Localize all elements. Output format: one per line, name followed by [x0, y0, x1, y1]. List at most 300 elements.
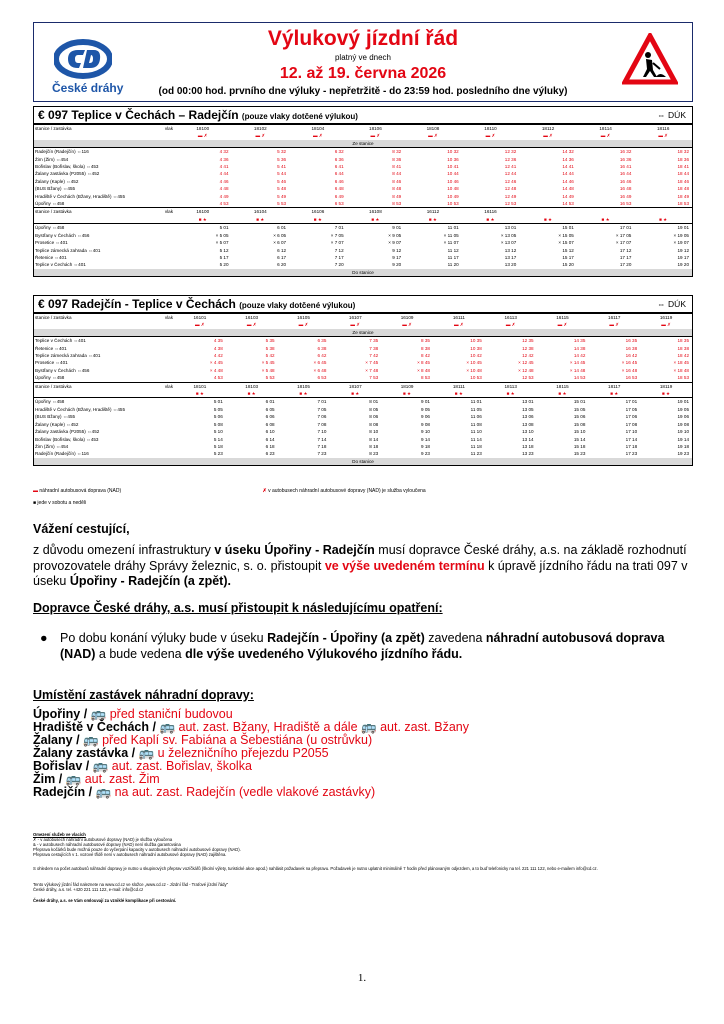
departure-time: 6 44 — [334, 171, 344, 177]
departure-time: 6 42 — [317, 353, 327, 359]
departure-time: 7 14 — [317, 436, 327, 442]
service-icons: ▬ ✗ — [543, 133, 553, 139]
departure-time: 16 41 — [619, 164, 632, 170]
train-number: 16100 — [174, 208, 232, 216]
departure-time: 19 12 — [677, 247, 689, 253]
validity-note: (od 00:00 hod. prvního dne výluky - nepřetržitě - do 23:59 hod. posledního dne výluky) — [158, 86, 568, 97]
departure-time: 12 53 — [522, 375, 534, 381]
departure-time: × 16 45 — [621, 360, 638, 366]
departure-time: 7 35 — [329, 337, 381, 345]
departure-time: 6 49 — [334, 193, 344, 199]
train-number: 16113 — [485, 314, 537, 322]
departure-time: 17 20 — [619, 262, 632, 268]
timetable-title: 097 Radejčín - Teplice v Čechách — [48, 297, 236, 311]
departure-time: 6 18 — [265, 443, 275, 449]
legend-weekend: ■ jede v sobotu a neděli — [33, 500, 87, 506]
train-number: 18114 — [577, 125, 635, 133]
departure-time: 16 44 — [619, 171, 632, 177]
departure-time: 11 08 — [470, 421, 482, 427]
station-name: Žim (Žim) ⇔454 — [35, 443, 69, 449]
page-title: Výlukový jízdní řád — [267, 27, 459, 50]
station-name: Žalany (Kaple) ⇔452 — [35, 178, 79, 184]
station-name: Bořislav (Bořislav, škola) ⇔453 — [35, 164, 99, 170]
departure-time: × 5 48 — [261, 367, 275, 373]
train-number-row — [34, 208, 692, 216]
departure-time: 19 14 — [677, 436, 689, 442]
departure-time: 13 12 — [504, 247, 517, 253]
table-row — [34, 254, 692, 261]
departure-time: 14 44 — [562, 171, 574, 177]
departure-time: 8 08 — [369, 421, 379, 427]
departure-time: 17 06 — [625, 414, 638, 420]
departure-time: 14 48 — [562, 186, 574, 192]
departure-time: 18 32 — [634, 148, 692, 156]
departure-time: 13 08 — [522, 421, 534, 427]
train-number: 16109 — [381, 314, 433, 322]
departure-time: 19 01 — [640, 398, 692, 406]
service-icons: ▬ ✗ — [197, 133, 208, 139]
departure-time: 19 17 — [677, 254, 689, 260]
departure-time: 9 06 — [421, 414, 430, 420]
service-icons: ■ ★ — [198, 216, 207, 222]
departure-time: 12 46 — [504, 178, 517, 184]
departure-time: 12 36 — [504, 156, 517, 162]
departure-time: 18 44 — [677, 171, 689, 177]
validity-dates: 12. až 19. června 2026 — [279, 65, 447, 82]
weekend-icon: ■ — [33, 500, 37, 506]
departure-time: 17 12 — [619, 247, 632, 253]
table-row — [34, 200, 692, 208]
train-number: 18111 — [433, 382, 485, 390]
departure-time: 13 23 — [522, 451, 534, 457]
departure-time: 19 23 — [677, 451, 689, 457]
departure-time: 11 10 — [470, 429, 482, 435]
service-icons-row — [34, 216, 692, 224]
roadwork-warning-icon — [622, 33, 678, 85]
departure-time: 11 17 — [447, 254, 459, 260]
departure-time: 18 36 — [677, 156, 689, 162]
station-name: Teplice zámecká zahrada ⇔401 — [35, 247, 101, 253]
departure-time: 6 38 — [317, 345, 327, 351]
stops-title: Umístění zastávek náhradní dopravy: — [33, 688, 254, 702]
train-number: 16115 — [537, 314, 589, 322]
departure-time: 14 32 — [519, 148, 577, 156]
departure-time: 9 01 — [381, 398, 433, 406]
departure-time: 6 20 — [277, 262, 287, 268]
departure-time: 5 17 — [219, 254, 229, 260]
departure-time: 15 01 — [519, 224, 577, 232]
service-icons: ■ ★ — [403, 391, 412, 397]
departure-time: 8 38 — [421, 345, 430, 351]
departure-time: 18 53 — [677, 201, 689, 207]
service-icons: ■ ★ — [371, 216, 380, 222]
departure-time: 10 44 — [447, 171, 459, 177]
departure-time: 4 36 — [219, 156, 229, 162]
departure-time: 19 10 — [677, 429, 689, 435]
departure-time: 18 46 — [677, 178, 689, 184]
service-icons: ▬ ✗ — [557, 322, 568, 328]
row-label — [34, 216, 174, 224]
departure-time: 6 32 — [289, 148, 347, 156]
station-name: (BUS Bžany) ⇔455 — [35, 186, 76, 192]
train-number: 18110 — [462, 125, 520, 133]
bus-icon: 🚌 — [65, 772, 85, 786]
departure-time: 8 42 — [421, 353, 430, 359]
departure-time: 7 01 — [278, 398, 330, 406]
measure-bullet: ● Po dobu konání výluky bude v úseku Radejčín - Úpořiny (a zpět) zavedena náhradní autobusová doprava (NAD) a bude vedena dle výše uvedeného Výlukového jízdního řádu. — [40, 631, 665, 661]
timetable-grid — [34, 313, 692, 465]
departure-time: × 16 48 — [621, 367, 638, 373]
departure-time: 4 42 — [213, 353, 223, 359]
departure-time: 11 12 — [447, 247, 459, 253]
departure-time: 13 20 — [504, 262, 517, 268]
departure-time: 6 48 — [334, 186, 344, 192]
station-column-label: stanice / zastávka — [35, 126, 72, 131]
bus-icon: 🚌 — [95, 785, 115, 799]
train-number: 16101 — [174, 314, 226, 322]
departure-time: 6 41 — [334, 164, 344, 170]
measure-title: Dopravce České dráhy, a.s. musí přistoupit k následujícímu opatření: — [33, 601, 443, 615]
service-icons: ▬ ✗ — [195, 322, 205, 328]
bus-icon: 🚌 — [83, 733, 103, 747]
station-name: Žalany (Kaple) ⇔452 — [35, 421, 79, 427]
departure-time: 19 08 — [677, 421, 689, 427]
departure-time: 18 53 — [677, 375, 689, 381]
departure-time: 17 01 — [577, 224, 635, 232]
departure-time: 13 05 — [522, 406, 534, 412]
service-icons: ▬ ✗ — [246, 322, 257, 328]
departure-time: 8 10 — [369, 429, 379, 435]
departure-time: × 9 05 — [388, 232, 402, 238]
train-number: 18119 — [640, 382, 692, 390]
station-name: Úpořiny ⇔458 — [34, 398, 174, 406]
from-station-label: Ze stanice — [34, 140, 692, 148]
service-icons: ■ ★ — [195, 391, 204, 397]
bus-icon: 🚌 — [90, 707, 110, 721]
departure-time: 17 14 — [625, 436, 638, 442]
table-row — [34, 193, 692, 200]
train-number — [634, 208, 692, 216]
service-icons: ■ ★ — [610, 391, 619, 397]
duk-icon: ⇔ — [657, 299, 666, 309]
departure-time: 10 41 — [447, 164, 459, 170]
service-icons: ■ ★ — [256, 216, 265, 222]
to-station-label: Do stanice — [34, 458, 692, 465]
table-row — [34, 436, 692, 443]
departure-time: 4 53 — [213, 375, 223, 381]
station-name: Teplice v Čechách ⇔401 — [35, 262, 86, 268]
departure-time: 7 53 — [369, 375, 379, 381]
departure-time: 6 36 — [334, 156, 344, 162]
station-name: (BUS Bžany) ⇔455 — [35, 414, 76, 420]
departure-time: 7 23 — [317, 451, 327, 457]
column-header — [34, 382, 174, 390]
departure-time: × 7 07 — [330, 240, 344, 246]
timetable-title-note: (pouze vlaky dotčené výlukou) — [241, 112, 358, 121]
fine-print-apology: České dráhy, a.s. se Vám omlouvají za vzniklé komplikace při cestování. — [33, 898, 177, 903]
table-row — [34, 178, 692, 185]
column-header — [34, 125, 174, 133]
train-number: 18100 — [174, 125, 232, 133]
departure-time: 15 18 — [573, 443, 586, 449]
departure-time: 14 46 — [562, 178, 574, 184]
table-row — [34, 406, 692, 413]
departure-time: 7 20 — [334, 262, 344, 268]
service-icons: ■ ★ — [558, 391, 567, 397]
train-number-row — [34, 382, 692, 390]
departure-time: 8 35 — [381, 337, 433, 345]
bus-icon: 🚌 — [92, 759, 112, 773]
row-label — [34, 321, 174, 328]
departure-time: × 17 07 — [615, 240, 632, 246]
no-bike-icon: ✗ — [262, 488, 267, 494]
train-number: 18102 — [232, 125, 290, 133]
departure-time: × 13 05 — [500, 232, 517, 238]
departure-time: 13 17 — [504, 254, 517, 260]
service-icons: ▬ ✗ — [661, 322, 671, 328]
page-header — [33, 22, 693, 102]
from-station-label: Ze stanice — [34, 329, 692, 337]
service-icons: ■ ★ — [601, 216, 610, 222]
departure-time: 9 12 — [392, 247, 402, 253]
timetable-title-note: (pouze vlaky dotčené výlukou) — [239, 301, 356, 310]
service-icons: ▬ ✗ — [600, 133, 611, 139]
departure-time: 13 14 — [522, 436, 534, 442]
departure-time: 13 01 — [485, 398, 537, 406]
departure-time: 17 08 — [625, 421, 638, 427]
bus-icon: 🚌 — [361, 720, 381, 734]
departure-time: 4 44 — [219, 171, 229, 177]
service-icons: ▬ ✗ — [370, 133, 381, 139]
stop-item: Radejčín / 🚌 na aut. zast. Radejčín (vedle vlakové zastávky) — [33, 785, 376, 799]
departure-time: 12 48 — [504, 186, 517, 192]
service-icons: ■ ★ — [428, 216, 438, 222]
departure-time: 12 49 — [504, 193, 517, 199]
train-number: 16108 — [347, 208, 405, 216]
departure-time: × 19 07 — [673, 240, 689, 246]
station-name: Řetenice ⇔401 — [35, 254, 67, 260]
train-number-row — [34, 125, 692, 133]
departure-time: 11 14 — [470, 436, 482, 442]
departure-time: 6 23 — [265, 451, 275, 457]
departure-time: 16 46 — [619, 178, 632, 184]
station-name: Hradiště v Čechách (Bžany, Hradiště) ⇔455 — [35, 193, 126, 199]
greeting: Vážení cestující, — [33, 522, 130, 536]
departure-time: 5 36 — [277, 156, 287, 162]
departure-time: 8 46 — [392, 178, 402, 184]
departure-time: 15 20 — [562, 262, 574, 268]
train-number: 16112 — [404, 208, 462, 216]
train-number: 18116 — [634, 125, 692, 133]
row-label — [34, 132, 174, 139]
station-name: Teplice v Čechách ⇔401 — [34, 337, 174, 345]
train-number-row — [34, 314, 692, 322]
departure-time: 8 18 — [369, 443, 379, 449]
station-name: Radejčín (Radejčín) ⇔116 — [35, 451, 89, 457]
service-icons: ■ ★ — [351, 391, 360, 397]
departure-time: × 7 05 — [330, 232, 344, 238]
departure-time: 15 01 — [537, 398, 589, 406]
departure-time: 6 12 — [277, 247, 287, 253]
station-column-label: stanice / zastávka — [35, 209, 72, 215]
table-row — [34, 421, 692, 428]
service-icons: ■ ★ — [454, 391, 463, 397]
departure-time: 9 01 — [347, 224, 405, 232]
departure-time: 16 35 — [588, 337, 640, 345]
departure-time: 12 53 — [504, 201, 517, 207]
station-name: Úpořiny ⇔458 — [35, 375, 65, 381]
stop-item: Žalany / 🚌 před Kaplí sv. Fabiána a Šebestiána (u ostrůvku) — [33, 733, 373, 747]
train-column-label: vlak — [164, 383, 173, 389]
departure-time: 17 10 — [625, 429, 638, 435]
train-number: 18117 — [588, 382, 640, 390]
departure-time: 4 32 — [174, 148, 232, 156]
departure-time: 16 42 — [625, 353, 638, 359]
departure-time: × 6 48 — [313, 367, 327, 373]
departure-time: 6 35 — [278, 337, 330, 345]
departure-time: 8 53 — [421, 375, 430, 381]
departure-time: 5 01 — [174, 398, 226, 406]
departure-time: 6 01 — [232, 224, 290, 232]
departure-time: 15 14 — [573, 436, 586, 442]
departure-time: × 11 07 — [443, 240, 459, 246]
departure-time: 6 05 — [265, 406, 275, 412]
departure-time: 18 49 — [677, 193, 689, 199]
station-name: Úpořiny ⇔458 — [35, 201, 65, 207]
departure-time: 12 38 — [522, 345, 534, 351]
departure-time: 6 17 — [277, 254, 287, 260]
departure-time: 17 23 — [625, 451, 638, 457]
service-icons: ■ ★ — [299, 391, 308, 397]
timetable-header — [34, 296, 692, 313]
stops-list — [33, 708, 469, 799]
departure-time: 5 18 — [213, 443, 223, 449]
departure-time: 8 05 — [369, 406, 379, 412]
station-name: Bořislav (Bořislav, škola) ⇔453 — [35, 436, 99, 442]
departure-time: 5 08 — [213, 421, 223, 427]
station-name: Řetenice ⇔401 — [35, 345, 67, 351]
departure-time: 4 35 — [174, 337, 226, 345]
departure-time: × 18 45 — [673, 360, 689, 366]
departure-time: 5 10 — [213, 429, 223, 435]
table-row — [34, 345, 692, 352]
departure-time: × 6 05 — [273, 232, 287, 238]
timetable-radejcin-teplice — [33, 295, 693, 466]
train-number: 18103 — [226, 382, 278, 390]
departure-time: 9 14 — [421, 436, 430, 442]
stop-item: Hradiště v Čechách / 🚌 aut. zast. Bžany, Hradiště a dále 🚌 aut. zast. Bžany — [33, 720, 469, 734]
departure-time: × 5 45 — [261, 360, 275, 366]
service-icons: ▬ ✗ — [454, 322, 464, 328]
train-number: 18108 — [404, 125, 462, 133]
departure-time: 14 49 — [562, 193, 574, 199]
train-number: 18106 — [347, 125, 405, 133]
departure-time: × 15 07 — [558, 240, 574, 246]
row-label — [34, 390, 174, 398]
departure-time: 11 23 — [470, 451, 482, 457]
departure-time: 9 05 — [421, 406, 430, 412]
departure-time: 6 46 — [334, 178, 344, 184]
departure-time: 8 36 — [392, 156, 402, 162]
departure-time: 7 17 — [334, 254, 344, 260]
departure-time: 6 01 — [226, 398, 278, 406]
departure-time: × 5 05 — [215, 232, 229, 238]
stop-item: Žim / 🚌 aut. zast. Žim — [33, 772, 160, 786]
service-icons: ■ ★ — [543, 216, 553, 222]
departure-time: 15 23 — [573, 451, 586, 457]
departure-time: 15 17 — [562, 254, 574, 260]
departure-time: 6 53 — [334, 201, 344, 207]
departure-time: 5 12 — [219, 247, 229, 253]
departure-time: 7 05 — [317, 406, 327, 412]
table-row — [34, 170, 692, 177]
table-row — [34, 413, 692, 420]
stop-item: Žalany zastávka / 🚌 u železničního přejezdu P2055 — [33, 746, 329, 760]
departure-time: 7 08 — [317, 421, 327, 427]
station-name: Žim (Žim) ⇔454 — [35, 156, 69, 162]
departure-time: × 8 45 — [417, 360, 430, 366]
departure-time: 11 01 — [404, 224, 462, 232]
station-name: Teplice zámecká zahrada ⇔401 — [35, 353, 101, 359]
departure-time: 16 53 — [625, 375, 638, 381]
departure-time: 15 06 — [573, 414, 586, 420]
departure-time: × 7 48 — [365, 367, 379, 373]
departure-time: × 6 45 — [313, 360, 327, 366]
train-number: 18112 — [519, 125, 577, 133]
legend-nobike: v autobusech náhradní autobusové dopravy (NAD) je služba vyloučena — [268, 488, 426, 494]
departure-time: 10 53 — [470, 375, 482, 381]
table-row — [34, 163, 692, 170]
table-row — [34, 443, 692, 450]
departure-time: 9 18 — [421, 443, 430, 449]
departure-time: 10 32 — [404, 148, 462, 156]
from-station-row — [34, 140, 692, 148]
departure-time: 14 53 — [562, 201, 574, 207]
departure-time: 15 05 — [573, 406, 586, 412]
departure-time: 10 46 — [447, 178, 459, 184]
departure-time: 14 38 — [573, 345, 586, 351]
departure-time: 7 01 — [289, 224, 347, 232]
table-row — [34, 337, 692, 345]
departure-time: 16 48 — [619, 186, 632, 192]
departure-time: × 10 48 — [466, 367, 482, 373]
fine-print-services: Omezení služeb ve vlacích ✗ - v autobusech náhradní autobusové dopravy (NAD) je služba vyloučena & - v autobusech náhradní autobusové dopravy (NAD) není služba garantována Přeprava kočárků bude možná pouze do vyčerpání kapacity v autobusech náhradní autobusové dopravy (NAD). Přeprava cestujících v 1. vozové třídě není v autobusech náhradní autobusové dopravy (NAD) zajištěna. — [33, 832, 241, 857]
departure-time: 8 49 — [392, 193, 402, 199]
departure-time: 14 53 — [573, 375, 586, 381]
station-name: Bystřany v Čechách ⇔456 — [35, 367, 90, 373]
departure-time: 7 42 — [369, 353, 379, 359]
departure-time: 6 53 — [317, 375, 327, 381]
duk-label: DÚK — [668, 299, 686, 309]
train-number: 16116 — [462, 208, 520, 216]
train-number — [519, 208, 577, 216]
departure-time: 11 05 — [470, 406, 482, 412]
departure-time: 19 20 — [677, 262, 689, 268]
departure-time: 5 44 — [277, 171, 287, 177]
departure-time: 12 44 — [504, 171, 517, 177]
table-row — [34, 156, 692, 163]
departure-time: 12 42 — [522, 353, 534, 359]
bus-icon: 🚌 — [138, 746, 158, 760]
departure-time: × 10 45 — [466, 360, 482, 366]
page-subtitle: platný ve dnech — [334, 53, 392, 62]
departure-time: 15 08 — [573, 421, 586, 427]
departure-time: 4 46 — [219, 178, 229, 184]
departure-time: 5 01 — [174, 224, 232, 232]
departure-time: 17 17 — [619, 254, 632, 260]
train-number: 18109 — [381, 382, 433, 390]
table-row — [34, 398, 692, 406]
